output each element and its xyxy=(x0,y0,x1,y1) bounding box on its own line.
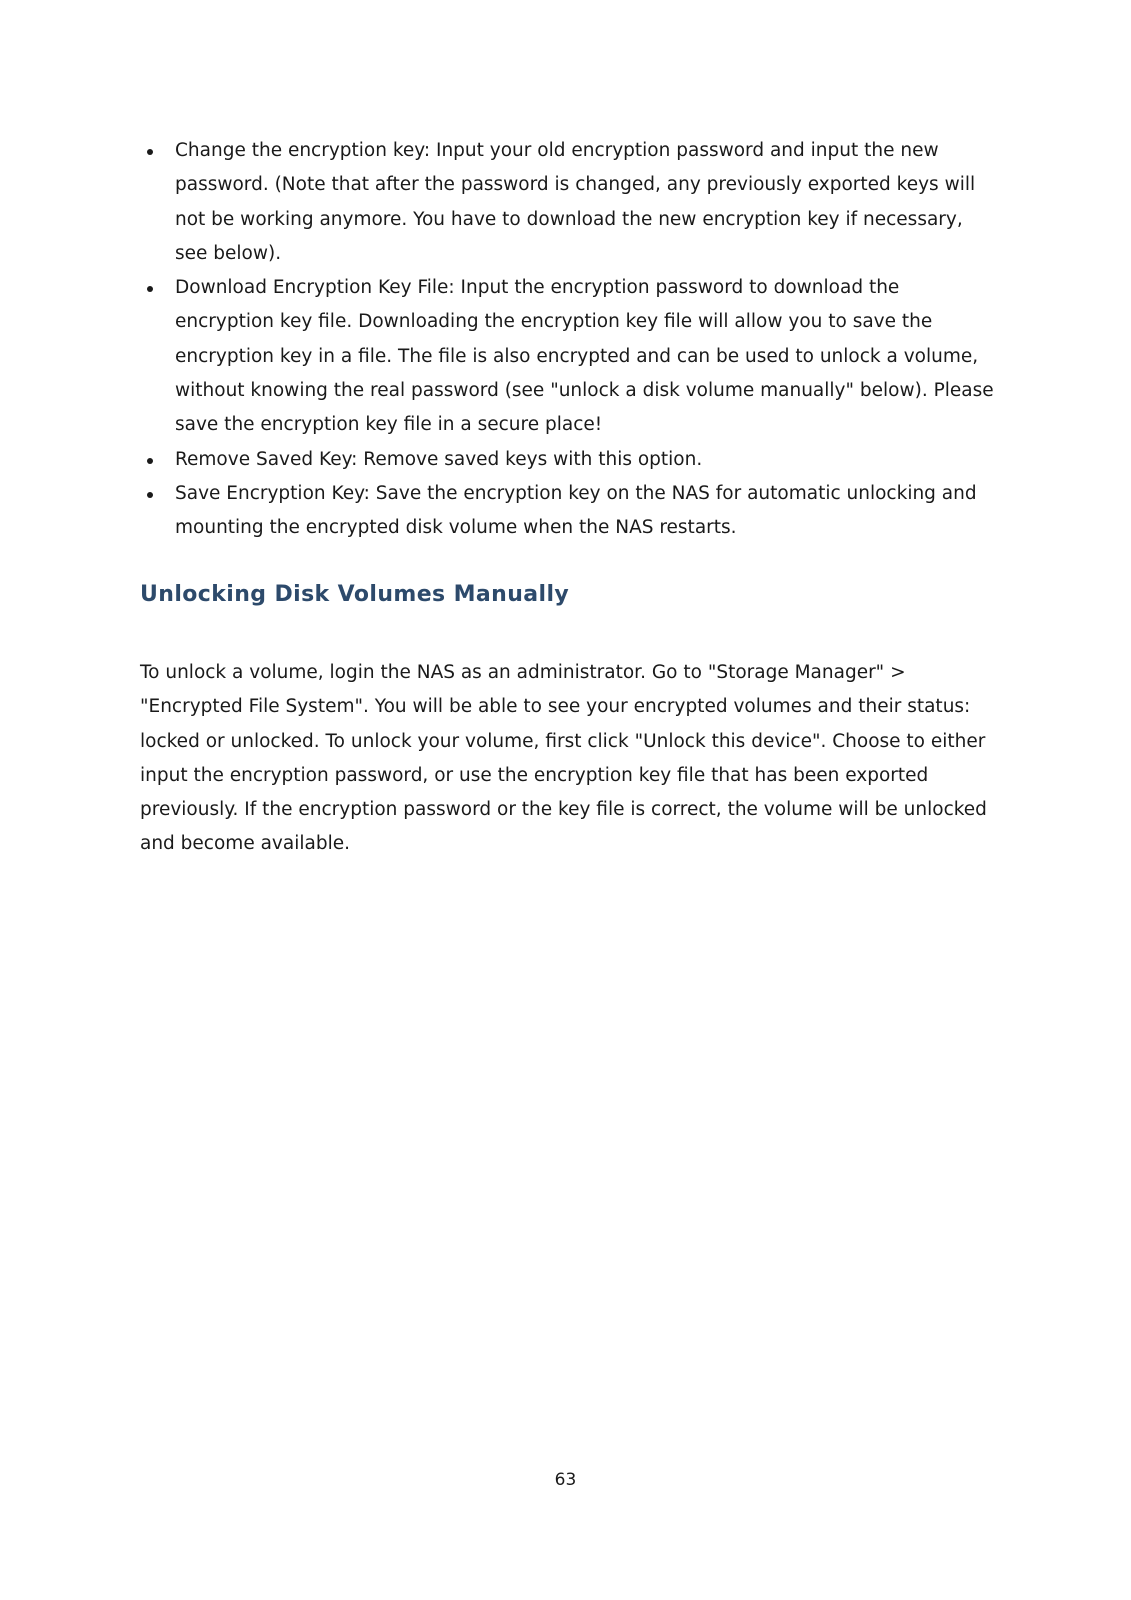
list-item xyxy=(140,477,1000,546)
bullet-icon xyxy=(147,149,153,155)
list-item-text: Change the encryption key: Input your old encryption password and input the new password. (Note that after the password is changed, any previously exported keys will not be working anymore. You have to download the new encryption key if necessary, see below). xyxy=(175,140,976,264)
body-paragraph: To unlock a volume, login the NAS as an administrator. Go to "Storage Manager" > "Encrypted File System". You will be able to see your encrypted volumes and their status: locked or unlocked. To unlock your volume, first click "Unlock this device". Choose to either input the encryption password, or use the encryption key file that has been exported previously. If the encryption password or the key file is correct, the volume will be unlocked and become available. xyxy=(140,662,987,855)
list-item xyxy=(140,443,1000,477)
list-item xyxy=(140,134,1000,271)
section-heading: Unlocking Disk Volumes Manually xyxy=(140,582,570,607)
list-item-text: Download Encryption Key File: Input the encryption password to download the encryption key file. Downloading the encryption key file will allow you to save the encryption key in a file. The file is also encrypted and can be used to unlock a volume, without knowing the real password (see "unlock a disk volume manually" below). Please save the encryption key file in a secure place! xyxy=(175,277,994,436)
page-number: 63 xyxy=(554,1470,577,1490)
list-item-text: Remove Saved Key: Remove saved keys with this option. xyxy=(175,448,703,470)
bullet-icon xyxy=(147,458,153,464)
list-item xyxy=(140,271,1000,442)
bullet-icon xyxy=(147,492,153,498)
bullet-list xyxy=(140,134,1000,546)
list-item-text: Save Encryption Key: Save the encryption key on the NAS for automatic unlocking and mounting the encrypted disk volume when the NAS restarts. xyxy=(175,482,977,539)
bullet-icon xyxy=(147,286,153,292)
